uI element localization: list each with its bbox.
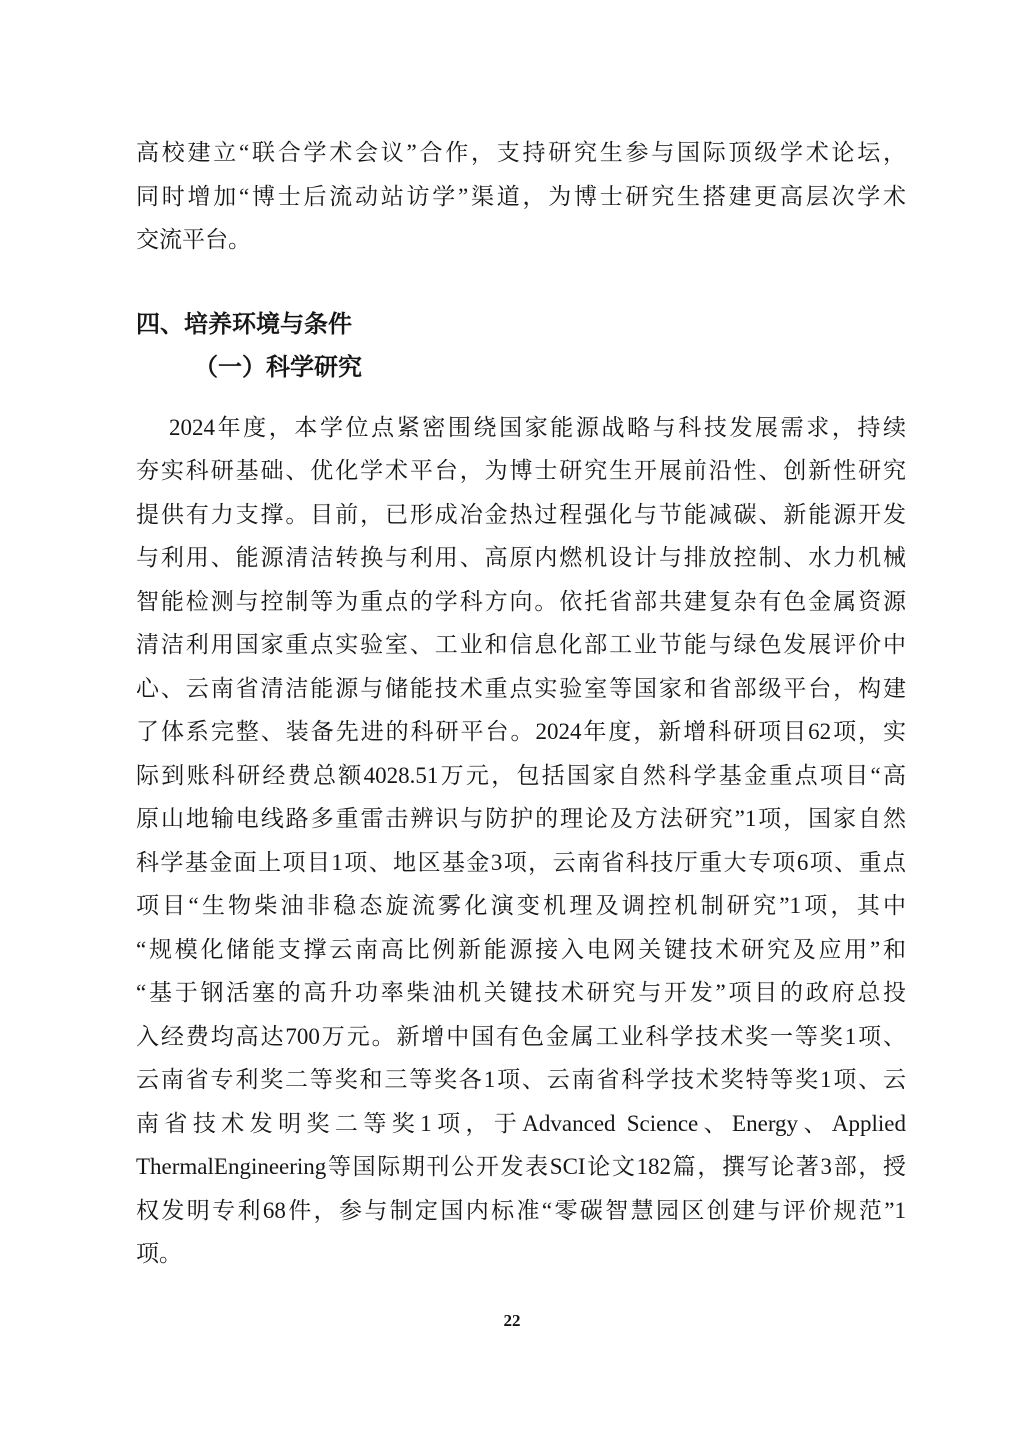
text-line: 科学基金面上项目1项、地区基金3项，云南省科技厅重大专项6项、重点 (136, 849, 906, 875)
text-line: 项。 (136, 1241, 182, 1266)
text-line: 云南省专利奖二等奖和三等奖各1项、云南省科学技术奖特等奖1项、云 (136, 1067, 906, 1092)
text-line: 高校建立“联合学术会议”合作，支持研究生参与国际顶级学术论坛， (136, 140, 906, 165)
page-content (136, 131, 906, 1276)
text-line: 提供有力支撑。目前，已形成冶金热过程强化与节能减碳、新能源开发 (136, 501, 906, 527)
text-line: 夯实科研基础、优化学术平台，为博士研究生开展前沿性、创新性研究 (136, 458, 906, 483)
text-line: 智能检测与控制等为重点的学科方向。依托省部共建复杂有色金属资源 (136, 588, 906, 614)
text-line: 2024年度，本学位点紧密围绕国家能源战略与科技发展需求，持续 (169, 414, 906, 440)
text-line: ThermalEngineering等国际期刊公开发表SCI论文182篇，撰写论著3部，授 (136, 1154, 906, 1179)
text-line: 权发明专利68件，参与制定国内标准“零碳智慧园区创建与评价规范”1 (136, 1197, 906, 1223)
text-line: 入经费均高达700万元。新增中国有色金属工业科学技术奖一等奖1项、 (136, 1023, 906, 1049)
paragraph-continued (136, 131, 906, 262)
text-line: “规模化储能支撑云南高比例新能源接入电网关键技术研究及应用”和 (136, 936, 906, 962)
text-line: 际到账科研经费总额4028.51万元，包括国家自然科学基金重点项目“高 (136, 762, 906, 788)
text-line: 原山地输电线路多重雷击辨识与防护的理论及方法研究”1项，国家自然 (136, 806, 906, 831)
subsection-heading: （一）科学研究 (194, 355, 362, 381)
text-line: 与利用、能源清洁转换与利用、高原内燃机设计与排放控制、水力机械 (136, 545, 906, 570)
section-heading: 四、培养环境与条件 (136, 311, 352, 338)
paragraph-science-research (136, 406, 906, 1276)
text-line: 交流平台。 (136, 227, 251, 252)
text-line: 南省技术发明奖二等奖1项，于Advanced Science、Energy、Applied (136, 1110, 906, 1136)
text-line: 同时增加“博士后流动站访学”渠道，为博士研究生搭建更高层次学术 (136, 183, 906, 209)
text-line: 项目“生物柴油非稳态旋流雾化演变机理及调控机制研究”1项，其中 (136, 893, 906, 918)
text-line: 心、云南省清洁能源与储能技术重点实验室等国家和省部级平台，构建 (136, 675, 906, 701)
text-line: 清洁利用国家重点实验室、工业和信息化部工业节能与绿色发展评价中 (136, 632, 906, 657)
page-number: 22 (503, 1311, 521, 1330)
text-line: “基于钢活塞的高升功率柴油机关键技术研究与开发”项目的政府总投 (136, 980, 906, 1005)
text-line: 了体系完整、装备先进的科研平台。2024年度，新增科研项目62项，实 (136, 719, 906, 744)
